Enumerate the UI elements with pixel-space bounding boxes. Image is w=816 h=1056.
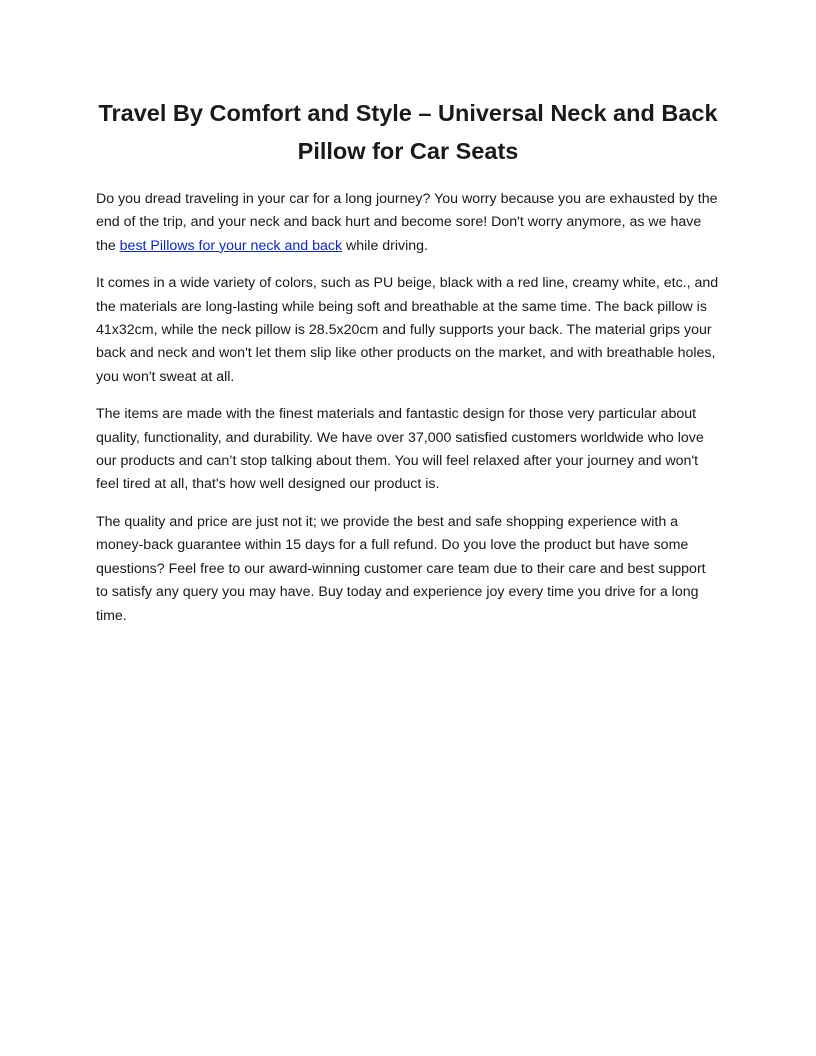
- best-pillows-link[interactable]: best Pillows for your neck and back: [119, 237, 343, 254]
- paragraph-intro: [96, 188, 720, 258]
- paragraph-intro-text-end: while driving.: [342, 237, 429, 254]
- paragraph-intro-text-start: Do you dread traveling in your car for a long journey? You worry because you are exhausted by the end of the trip, and your neck and back hurt and become sore! Don't worry anymore, as we have the: [96, 191, 718, 254]
- paragraph-guarantee-support: The quality and price are just not it; we provide the best and safe shopping experience with a money-back guarantee within 15 days for a full refund. Do you love the product but have some questions? Feel free to our award-winning customer care team due to their care and best support to satisfy any query you may have. Buy today and experience joy every time you drive for a long time.: [96, 513, 706, 624]
- document-page: [96, 94, 720, 642]
- document-title: Travel By Comfort and Style – Universal Neck and Back Pillow for Car Seats: [98, 100, 718, 164]
- paragraph-quality-customers: The items are made with the finest materials and fantastic design for those very particular about quality, functionality, and durability. We have over 37,000 satisfied customers worldwide who love our products and can’t stop talking about them. You will feel relaxed after your journey and won't feel tired at all, that's how well designed our product is.: [96, 406, 704, 493]
- paragraph-colors-materials: It comes in a wide variety of colors, such as PU beige, black with a red line, creamy white, etc., and the materials are long-lasting while being soft and breathable at the same time. The back pillow is 41x32cm, while the neck pillow is 28.5x20cm and fully supports your back. The material grips your back and neck and won't let them slip like other products on the market, and with breathable holes, you won't sweat at all.: [96, 275, 719, 385]
